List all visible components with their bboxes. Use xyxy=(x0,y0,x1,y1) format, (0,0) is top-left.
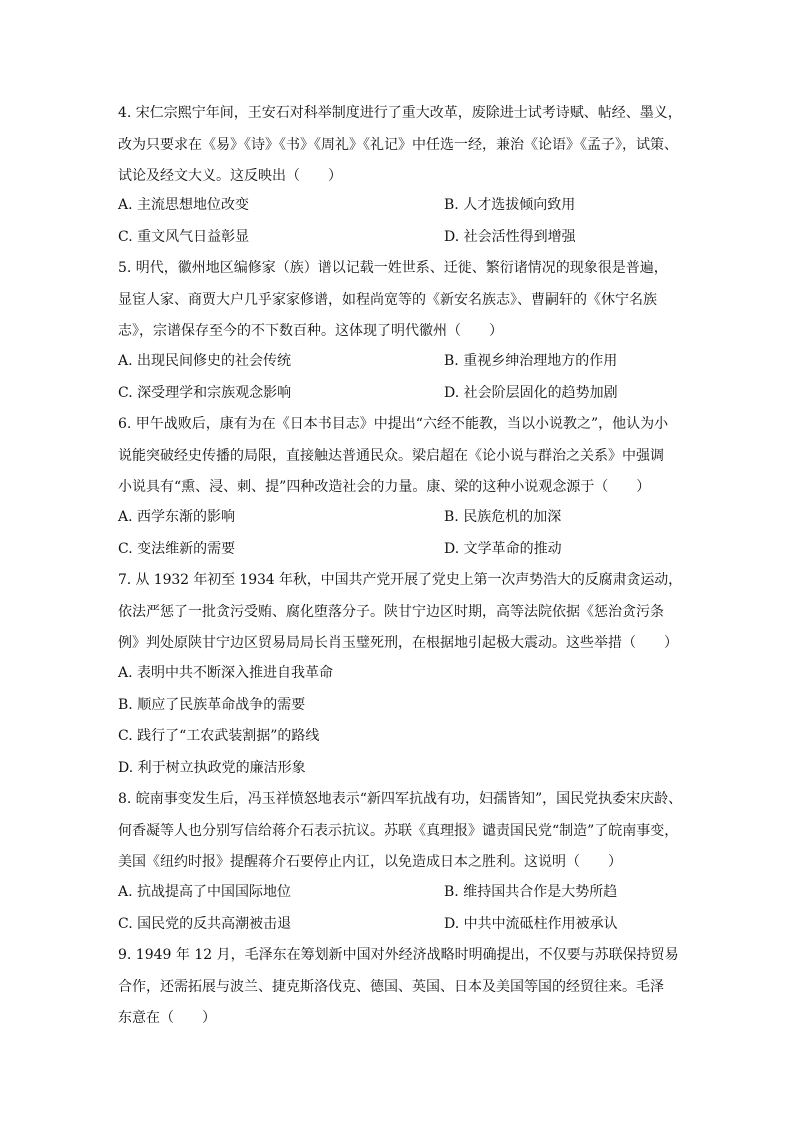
question-line: 美国《纽约时报》提醒蒋介石要停止内讧，以免造成日本之胜利。这说明（ ） xyxy=(118,854,622,870)
option-b: B. 顺应了民族革命战争的需要 xyxy=(118,696,306,713)
question-5-stem xyxy=(118,253,683,348)
option-c: C. 深受理学和宗族观念影响 xyxy=(118,384,292,401)
question-line: 例》判处原陕甘宁边区贸易局局长肖玉璧死刑，在根据地引起极大震动。这些举措（ ） xyxy=(118,635,678,651)
question-line: 东意在（ ） xyxy=(118,1010,216,1026)
question-line: 何香凝等人也分别写信给蒋介石表示抗议。苏联《真理报》谴责国民党“制造”了皖南事变， xyxy=(118,822,679,839)
question-line: 9. 1949 年 12 月，毛泽东在筹划新中国对外经济战略时明确提出，不仅要与苏联保持贸易 xyxy=(118,947,679,963)
question-line: 4. 宋仁宗熙宁年间，王安石对科举制度进行了重大改革，废除进士试考诗赋、帖经、墨义， xyxy=(118,105,682,121)
question-line: 改为只要求在《易》《诗》《书》《周礼》《礼记》中任选一经，兼治《论语》《孟子》，试策、 xyxy=(118,136,678,153)
option-d: D. 利于树立执政党的廉洁形象 xyxy=(118,759,306,776)
option-d: D. 社会阶层固化的趋势加剧 xyxy=(444,384,618,401)
question-line: 小说具有“熏、浸、刺、提”四种改造社会的力量。康、梁的这种小说观念源于（ ） xyxy=(118,479,651,495)
option-a: A. 表明中共不断深入推进自我革命 xyxy=(118,665,334,681)
question-line: 5. 明代，徽州地区编修家（族）谱以记载一姓世系、迁徙、繁衍诸情况的现象很是普遍， xyxy=(118,260,668,276)
question-line: 显宦人家、商贾大户几乎家家修谱，如程尚宽等的《新安名族志》、曹嗣轩的《休宁名族 xyxy=(118,291,657,308)
question-9-stem xyxy=(118,940,683,1035)
question-line: 8. 皖南事变发生后，冯玉祥愤怒地表示“新四军抗战有功，妇孺皆知”，国民党执委宋庆龄、 xyxy=(118,791,683,807)
option-c: C. 变法维新的需要 xyxy=(118,540,236,557)
question-5-options xyxy=(118,346,683,409)
option-a: A. 出现民间修史的社会传统 xyxy=(118,353,292,369)
question-8-stem xyxy=(118,784,683,879)
question-7-options xyxy=(118,658,683,784)
question-7-stem xyxy=(118,565,683,660)
option-c: C. 重文风气日益彰显 xyxy=(118,228,250,245)
option-a: A. 抗战提高了中国国际地位 xyxy=(118,884,292,900)
question-line: 试论及经文大义。这反映出（ ） xyxy=(118,168,342,184)
question-6-options xyxy=(118,502,683,565)
option-c: C. 国民党的反共高潮被击退 xyxy=(118,915,292,932)
question-4-stem xyxy=(118,98,683,193)
question-8-options xyxy=(118,877,683,940)
question-6-stem xyxy=(118,409,683,504)
question-line: 合作，还需拓展与波兰、捷克斯洛伐克、德国、英国、日本及美国等国的经贸往来。毛泽 xyxy=(118,978,664,995)
option-d: D. 文学革命的推动 xyxy=(444,540,562,557)
question-line: 依法严惩了一批贪污受贿、腐化堕落分子。陕甘宁边区时期，高等法院依据《惩治贪污条 xyxy=(118,603,664,620)
question-line: 6. 甲午战败后，康有为在《日本书目志》中提出“六经不能教，当以小说教之”，他认为小 xyxy=(118,416,669,432)
option-b: B. 人才选拔倾向致用 xyxy=(444,197,576,213)
option-d: D. 中共中流砥柱作用被承认 xyxy=(444,915,618,932)
option-b: B. 民族危机的加深 xyxy=(444,509,562,525)
option-d: D. 社会活性得到增强 xyxy=(444,228,576,245)
question-line: 志》，宗谱保存至今的不下数百种。这体现了明代徽州（ ） xyxy=(118,323,503,339)
question-line: 7. 从 1932 年初至 1934 年秋，中国共产党开展了党史上第一次声势浩大的反腐肃贪运动， xyxy=(118,572,683,588)
option-c: C. 践行了“工农武装割据”的路线 xyxy=(118,728,320,744)
option-a: A. 主流思想地位改变 xyxy=(118,197,250,213)
option-b: B. 重视乡绅治理地方的作用 xyxy=(444,353,618,369)
question-line: 说能突破经史传播的局限，直接触达普通民众。梁启超在《论小说与群治之关系》中强调 xyxy=(118,447,664,464)
option-b: B. 维持国共合作是大势所趋 xyxy=(444,884,618,900)
option-a: A. 西学东渐的影响 xyxy=(118,509,236,525)
question-4-options xyxy=(118,190,683,253)
